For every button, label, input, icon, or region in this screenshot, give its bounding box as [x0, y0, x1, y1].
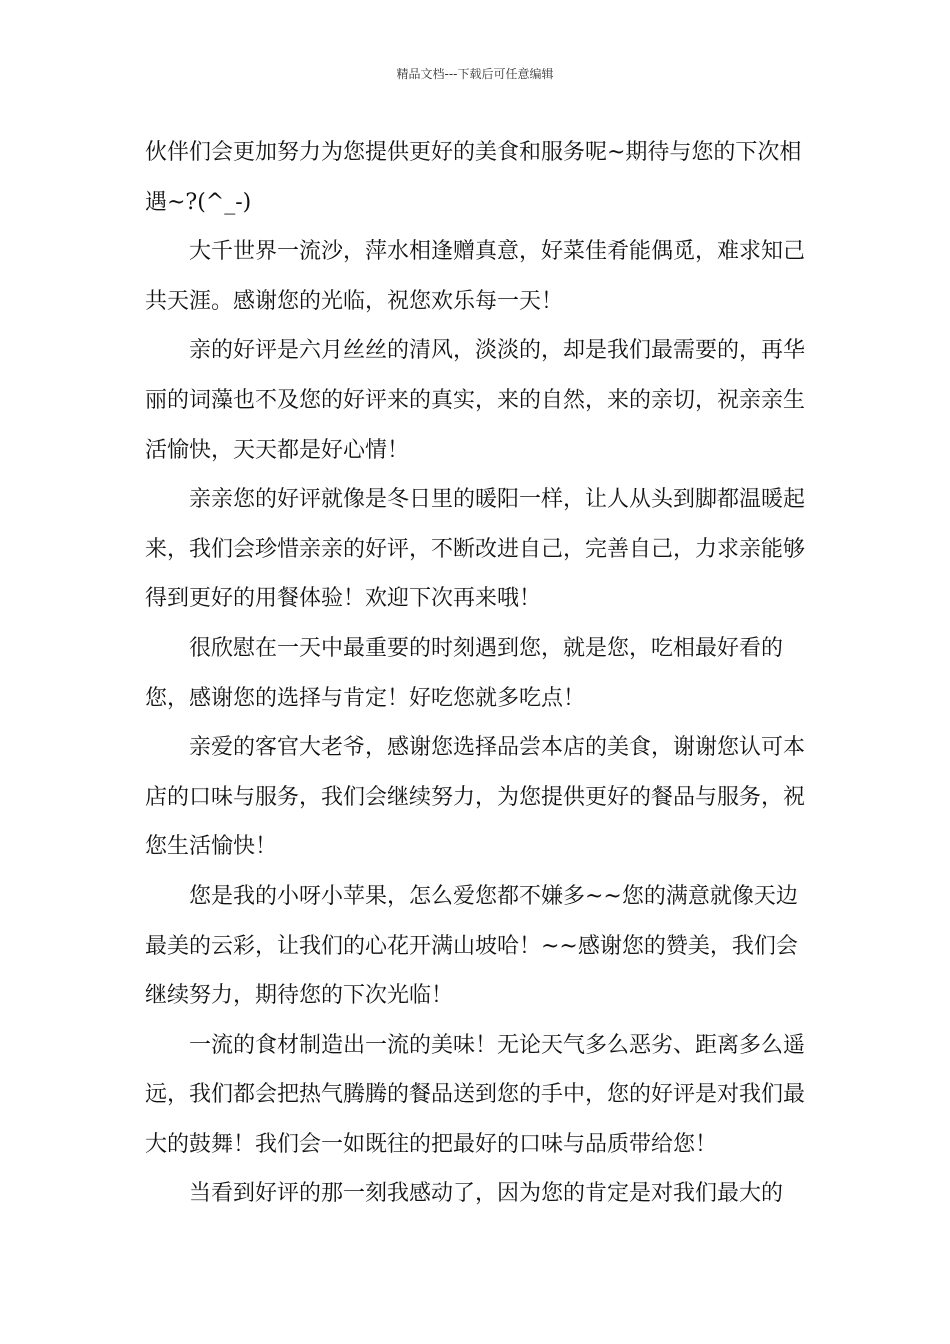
paragraph-5: 很欣慰在一天中最重要的时刻遇到您，就是您，吃相最好看的您，感谢您的选择与肯定！好吃您就多吃点！ [145, 635, 784, 711]
paragraph-6: 亲爱的客官大老爷，感谢您选择品尝本店的美食，谢谢您认可本店的口味与服务，我们会继续努力，为您提供更好的餐品与服务，祝您生活愉快！ [145, 735, 806, 860]
document-body [145, 128, 815, 1219]
paragraph-1: 伙伴们会更加努力为您提供更好的美食和服务呢~期待与您的下次相遇~?(^_-) [145, 140, 802, 215]
paragraph-3: 亲的好评是六月丝丝的清风，淡淡的，却是我们最需要的，再华丽的词藻也不及您的好评来的真实，来的自然，来的亲切，祝亲亲生活愉快，天天都是好心情！ [145, 338, 806, 463]
paragraph-9: 当看到好评的那一刻我感动了，因为您的肯定是对我们最大的 [189, 1181, 784, 1207]
paragraph-7: 您是我的小呀小苹果，怎么爱您都不嫌多~~您的满意就像天边最美的云彩，让我们的心花开满山坡哈！~~感谢您的赞美，我们会继续努力，期待您的下次光临！ [145, 883, 798, 1009]
paragraph-2: 大千世界一流沙，萍水相逢赠真意，好菜佳肴能偶觅，难求知己共天涯。感谢您的光临，祝您欢乐每一天！ [145, 239, 806, 314]
paragraph-8: 一流的食材制造出一流的美味！无论天气多么恶劣、距离多么遥远，我们都会把热气腾腾的餐品送到您的手中，您的好评是对我们最大的鼓舞！我们会一如既往的把最好的口味与品质带给您！ [145, 1032, 806, 1157]
page-header: 精品文档---下载后可任意编辑 [396, 67, 554, 81]
paragraph-4: 亲亲您的好评就像是冬日里的暖阳一样，让人从头到脚都温暖起来，我们会珍惜亲亲的好评，不断改进自己，完善自己，力求亲能够得到更好的用餐体验！欢迎下次再来哦！ [145, 487, 806, 612]
